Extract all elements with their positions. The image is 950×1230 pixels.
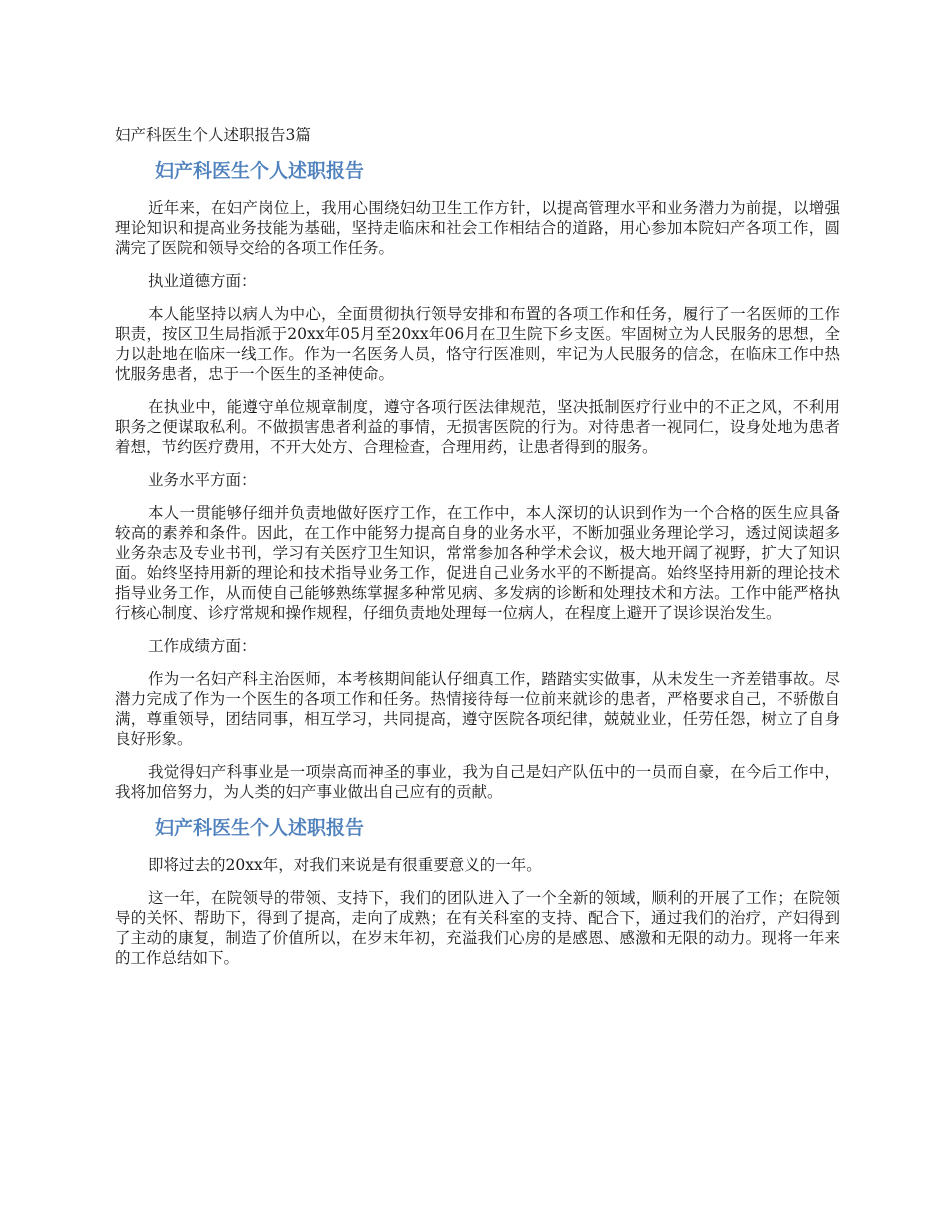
paragraph: 在执业中，能遵守单位规章制度，遵守各项行医法律规范，坚决抵制医疗行业中的不正之风，不利用职务之便谋取私利。不做损害患者利益的事情，无损害医院的行为。对待患者一视同仁，设身处地为患者着想，节约医疗费用，不开大处方、合理检查，合理用药，让患者得到的服务。 xyxy=(115,398,840,456)
document-title: 妇产科医生个人述职报告3篇 xyxy=(115,126,311,144)
section-heading-1: 妇产科医生个人述职报告 xyxy=(155,160,365,182)
subheading-achievement: 工作成绩方面： xyxy=(148,637,257,655)
paragraph: 本人能坚持以病人为中心，全面贯彻执行领导安排和布置的各项工作和任务，履行了一名医师的工作职责，按区卫生局指派于20xx年05月至20xx年06月在卫生院下乡支医。牢固树立为人民服务的思想，全力以赴地在临床一线工作。作为一名医务人员，恪守行医准则，牢记为人民服务的信念，在临床工作中热忱服务患者，忠于一个医生的圣神使命。 xyxy=(115,305,840,383)
subheading-skill: 业务水平方面： xyxy=(148,471,257,489)
paragraph: 这一年，在院领导的带领、支持下，我们的团队进入了一个全新的领域，顺利的开展了工作；在院领导的关怀、帮助下，得到了提高，走向了成熟；在有关科室的支持、配合下，通过我们的治疗，产妇得到了主动的康复，制造了价值所以，在岁末年初，充溢我们心房的是感恩、感激和无限的动力。现将一年来的工作总结如下。 xyxy=(115,889,840,967)
document-page xyxy=(115,124,840,981)
paragraph: 近年来，在妇产岗位上，我用心围绕妇幼卫生工作方针，以提高管理水平和业务潜力为前提，以增强理论知识和提高业务技能为基础，坚持走临床和社会工作相结合的道路，用心参加本院妇产各项工作，圆满完了医院和领导交给的各项工作任务。 xyxy=(115,199,840,257)
paragraph: 本人一贯能够仔细并负责地做好医疗工作，在工作中，本人深切的认识到作为一个合格的医生应具备较高的素养和条件。因此，在工作中能努力提高自身的业务水平，不断加强业务理论学习，透过阅读超多业务杂志及专业书刊，学习有关医疗卫生知识，常常参加各种学术会议，极大地开阔了视野，扩大了知识面。始终坚持用新的理论和技术指导业务工作，促进自己业务水平的不断提高。始终坚持用新的理论技术指导业务工作，从而使自己能够熟练掌握多种常见病、多发病的诊断和处理技术和方法。工作中能严格执行核心制度、诊疗常规和操作规程，仔细负责地处理每一位病人，在程度上避开了误诊误治发生。 xyxy=(115,504,840,622)
subheading-ethics: 执业道德方面： xyxy=(148,272,257,290)
paragraph: 作为一名妇产科主治医师，本考核期间能认仔细真工作，踏踏实实做事，从未发生一齐差错事故。尽潜力完成了作为一个医生的各项工作和任务。热情接待每一位前来就诊的患者，严格要求自己，不骄傲自满，尊重领导，团结同事，相互学习，共同提高，遵守医院各项纪律，兢兢业业，任劳任怨，树立了自身良好形象。 xyxy=(115,670,840,748)
paragraph: 我觉得妇产科事业是一项崇高而神圣的事业，我为自己是妇产队伍中的一员而自豪，在今后工作中，我将加倍努力，为人类的妇产事业做出自己应有的贡献。 xyxy=(115,763,840,801)
paragraph: 即将过去的20xx年，对我们来说是有很重要意义的一年。 xyxy=(148,856,542,874)
section-heading-2: 妇产科医生个人述职报告 xyxy=(155,817,365,839)
